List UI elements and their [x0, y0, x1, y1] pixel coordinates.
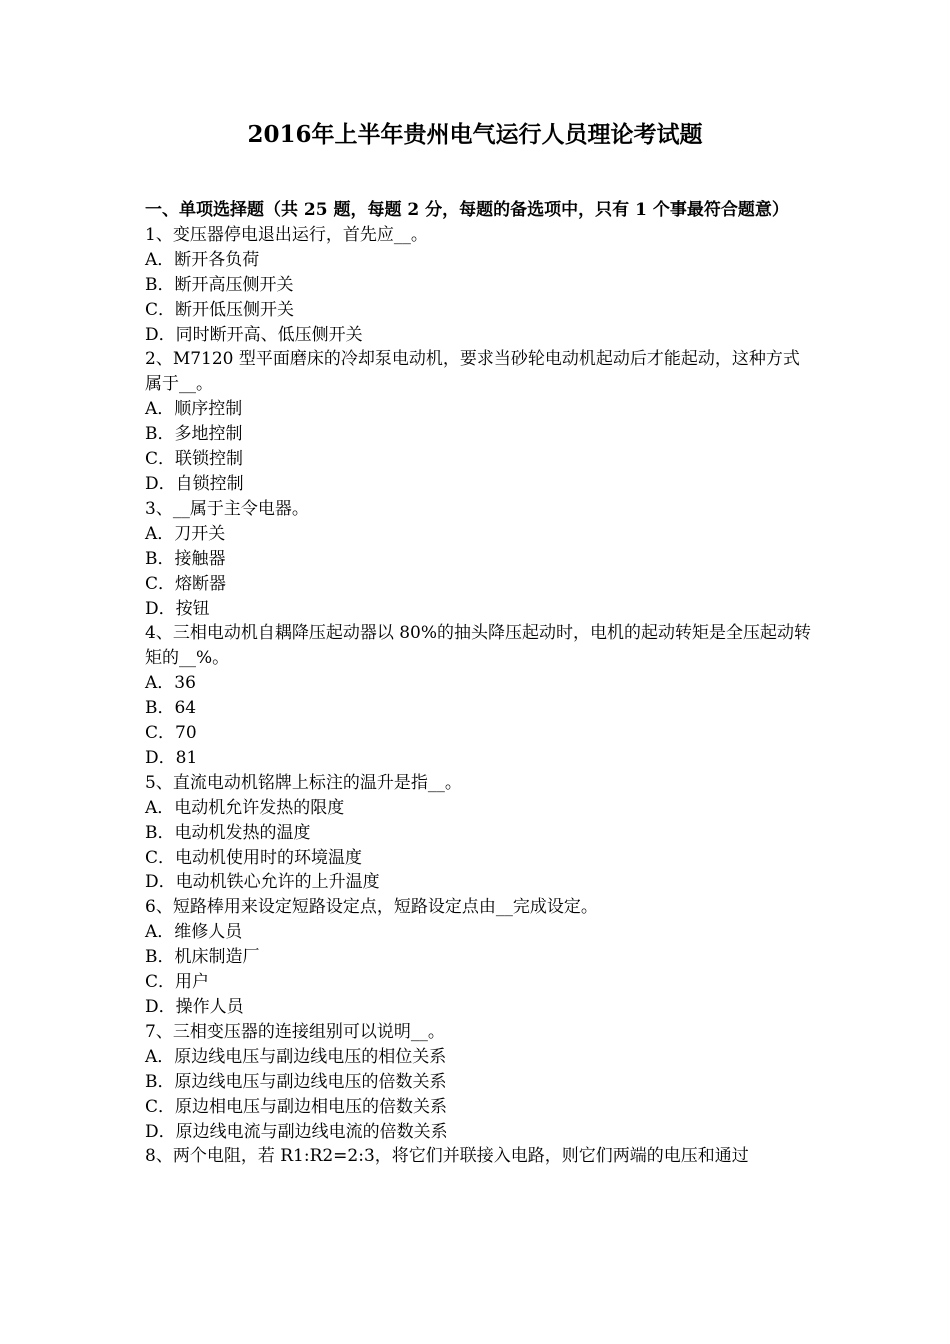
- answer-option: B．断开高压侧开关: [145, 274, 294, 295]
- question-block: [145, 895, 813, 1020]
- question-stem: 6、短路棒用来设定短路设定点，短路设定点由__完成设定。: [145, 897, 598, 918]
- question-block: [145, 1020, 813, 1145]
- answer-option: C．用户: [145, 972, 210, 993]
- answer-option: A．原边线电压与副边线电压的相位关系: [145, 1046, 447, 1067]
- question-list: [145, 223, 813, 1169]
- answer-option: C．70: [145, 723, 197, 744]
- question-stem: 1、变压器停电退出运行，首先应__。: [145, 224, 428, 245]
- question-block: [145, 347, 813, 496]
- question-stem: 7、三相变压器的连接组别可以说明__。: [145, 1021, 445, 1042]
- answer-option: A．刀开关: [145, 523, 226, 544]
- answer-option: D．电动机铁心允许的上升温度: [145, 872, 380, 893]
- question-block: [145, 621, 813, 770]
- question-block: [145, 223, 813, 348]
- answer-option: A．36: [145, 673, 196, 694]
- answer-option: C．断开低压侧开关: [145, 299, 295, 320]
- answer-option: D．操作人员: [145, 997, 244, 1017]
- answer-option: D．自锁控制: [145, 473, 244, 494]
- answer-option: A．顺序控制: [145, 399, 243, 420]
- answer-option: C．原边相电压与副边相电压的倍数关系: [145, 1096, 448, 1117]
- document-title: 2016年上半年贵州电气运行人员理论考试题: [247, 121, 703, 148]
- answer-option: C．熔断器: [145, 573, 227, 594]
- question-stem: 2、M7120 型平面磨床的冷却泵电动机，要求当砂轮电动机起动后才能起动，这种方式属于__。: [145, 349, 800, 395]
- answer-option: B．电动机发热的温度: [145, 822, 311, 843]
- answer-option: A．断开各负荷: [145, 249, 260, 270]
- answer-option: B．64: [145, 698, 197, 719]
- answer-option: B．原边线电压与副边线电压的倍数关系: [145, 1071, 447, 1092]
- answer-option: D．同时断开高、低压侧开关: [145, 324, 363, 345]
- answer-option: B．多地控制: [145, 424, 243, 445]
- answer-option: D．原边线电流与副边线电流的倍数关系: [145, 1121, 448, 1142]
- answer-option: C．联锁控制: [145, 449, 244, 470]
- question-stem: 3、__属于主令电器。: [145, 498, 309, 519]
- answer-option: B．机床制造厂: [145, 947, 260, 968]
- question-stem: 5、直流电动机铭牌上标注的温升是指__。: [145, 772, 462, 793]
- answer-option: C．电动机使用时的环境温度: [145, 847, 363, 868]
- question-stem: 4、三相电动机自耦降压起动器以 80%的抽头降压起动时，电机的起动转矩是全压起动转矩的__%。: [145, 623, 812, 669]
- question-block: [145, 497, 813, 622]
- exam-content: [145, 198, 813, 1169]
- question-stem: 8、两个电阻，若 R1:R2=2:3，将它们并联接入电路，则它们两端的电压和通过: [145, 1146, 749, 1167]
- question-block: [145, 771, 813, 896]
- answer-option: B．接触器: [145, 548, 226, 569]
- answer-option: D．按钮: [145, 598, 210, 619]
- question-block: [145, 1144, 813, 1169]
- answer-option: D．81: [145, 747, 198, 768]
- section-heading: 一、单项选择题（共 25 题，每题 2 分，每题的备选项中，只有 1 个事最符合题意）: [145, 200, 789, 220]
- answer-option: A．维修人员: [145, 922, 243, 943]
- answer-option: A．电动机允许发热的限度: [145, 797, 345, 818]
